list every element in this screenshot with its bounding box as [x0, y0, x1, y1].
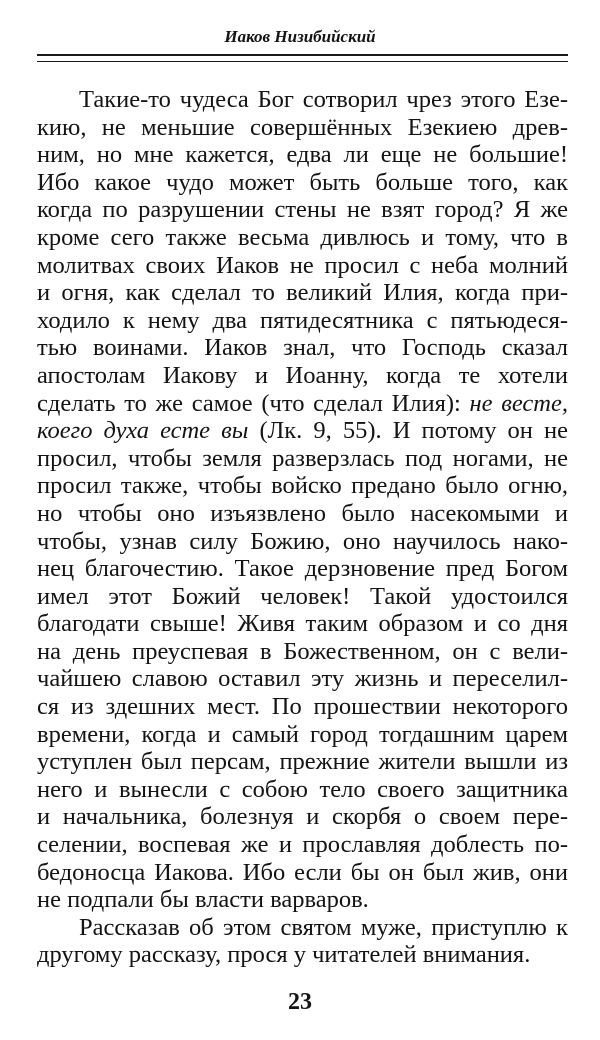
text-line: [37, 307, 568, 335]
text-run: нец благочестию. Такое дерзновение пред Богом: [37, 555, 568, 583]
text-line: [37, 279, 568, 307]
text-line: [37, 196, 568, 224]
text-run: на день преуспевая в Божественном, он с вели-: [37, 637, 568, 665]
text-run: чтобы, узнав силу Божию, оно научилось нако-: [37, 527, 568, 555]
text-line: [37, 941, 568, 969]
text-line: [37, 831, 568, 859]
text-line: [37, 528, 568, 556]
text-run: когда по разрушении стены не взят город? Я же: [37, 196, 568, 224]
text-line: [37, 362, 568, 390]
text-line: [37, 169, 568, 197]
text-line: [37, 665, 568, 693]
text-run: ходило к нему два пятидесятника с пятьюдеся-: [37, 306, 568, 334]
text-line: [37, 583, 568, 611]
text-line: [37, 224, 568, 252]
text-run: тью воинами. Иаков знал, что Господь сказал: [37, 334, 568, 362]
text-line: [37, 472, 568, 500]
text-line: [37, 114, 568, 142]
text-run: бедоносца Иакова. Ибо если бы он был жив, они: [37, 858, 568, 886]
text-run: молитвах своих Иаков не просил с неба молний: [37, 251, 568, 279]
page-number: 23: [288, 989, 312, 1015]
text-run: времени, когда и самый город тогдашним царем: [37, 720, 568, 748]
text-run: просил, чтобы земля разверзлась под ногами, не: [37, 444, 568, 472]
text-line: [37, 638, 568, 666]
text-run: него и вынесли с собою тело своего защитника: [37, 775, 568, 803]
body-text: [37, 86, 568, 969]
text-run: кию, не меньшие совершённых Езекиею древ-: [37, 113, 568, 141]
text-run: кроме сего также весьма дивлюсь и тому, что в: [37, 223, 568, 251]
text-run: и огня, как сделал то великий Илия, когда при-: [37, 279, 568, 307]
text-line: [37, 914, 568, 942]
header-rule: [37, 54, 568, 56]
text-run: не подпали бы власти варваров.: [37, 886, 369, 914]
text-run: чайшею славою оставил эту жизнь и переселил-: [37, 665, 568, 693]
text-line: [37, 500, 568, 528]
text-run: но чтобы оно изъязвлено было насекомыми и: [37, 499, 568, 527]
text-line: [37, 748, 568, 776]
text-line: [37, 693, 568, 721]
text-line: [37, 417, 568, 445]
text-run: Ибо какое чудо может быть больше того, как: [37, 168, 568, 196]
text-line: [37, 610, 568, 638]
running-head: Иаков Низибийский: [224, 27, 376, 46]
text-line: [37, 721, 568, 749]
text-line: [37, 445, 568, 473]
text-run: селении, воспевая же и прославляя доблесть по-: [37, 831, 568, 859]
text-line: [37, 776, 568, 804]
text-line: [37, 141, 568, 169]
text-run: сделать то же самое (что сделал Илия):: [37, 389, 470, 417]
italic-quote: коего духа есте вы: [37, 417, 249, 445]
text-run: ся из здешних мест. По прошествии некоторого: [37, 693, 568, 721]
text-run: и начальника, болезнуя и скорбя о своем пере-: [37, 803, 568, 831]
text-line: [37, 555, 568, 583]
text-line: [37, 803, 568, 831]
text-line: [37, 390, 568, 418]
text-run: благодати свыше! Живя таким образом и со дня: [37, 610, 568, 638]
text-run: Рассказав об этом святом муже, приступлю к: [79, 913, 568, 941]
header-rule-thin: [37, 61, 568, 62]
text-run: Такие-то чудеса Бог сотворил чрез этого Езе-: [79, 86, 568, 113]
text-run: уступлен был персам, прежние жители вышли из: [37, 748, 568, 776]
text-line: [37, 86, 568, 114]
text-line: [37, 859, 568, 887]
text-run: другому рассказу, прося у читателей внимания.: [37, 941, 531, 969]
text-run: просил также, чтобы войско предано было огню,: [37, 472, 568, 500]
text-line: [37, 252, 568, 280]
text-run: ним, но мне кажется, едва ли еще не большие!: [37, 141, 568, 169]
text-run: имел этот Божий человек! Такой удостоился: [37, 582, 568, 610]
text-run: (Лк. 9, 55). И потому он не: [248, 417, 568, 445]
text-line: [37, 886, 568, 914]
text-run: апостолам Иакову и Иоанну, когда те хотели: [37, 361, 568, 389]
text-line: [37, 334, 568, 362]
italic-quote: не весте,: [469, 389, 568, 417]
